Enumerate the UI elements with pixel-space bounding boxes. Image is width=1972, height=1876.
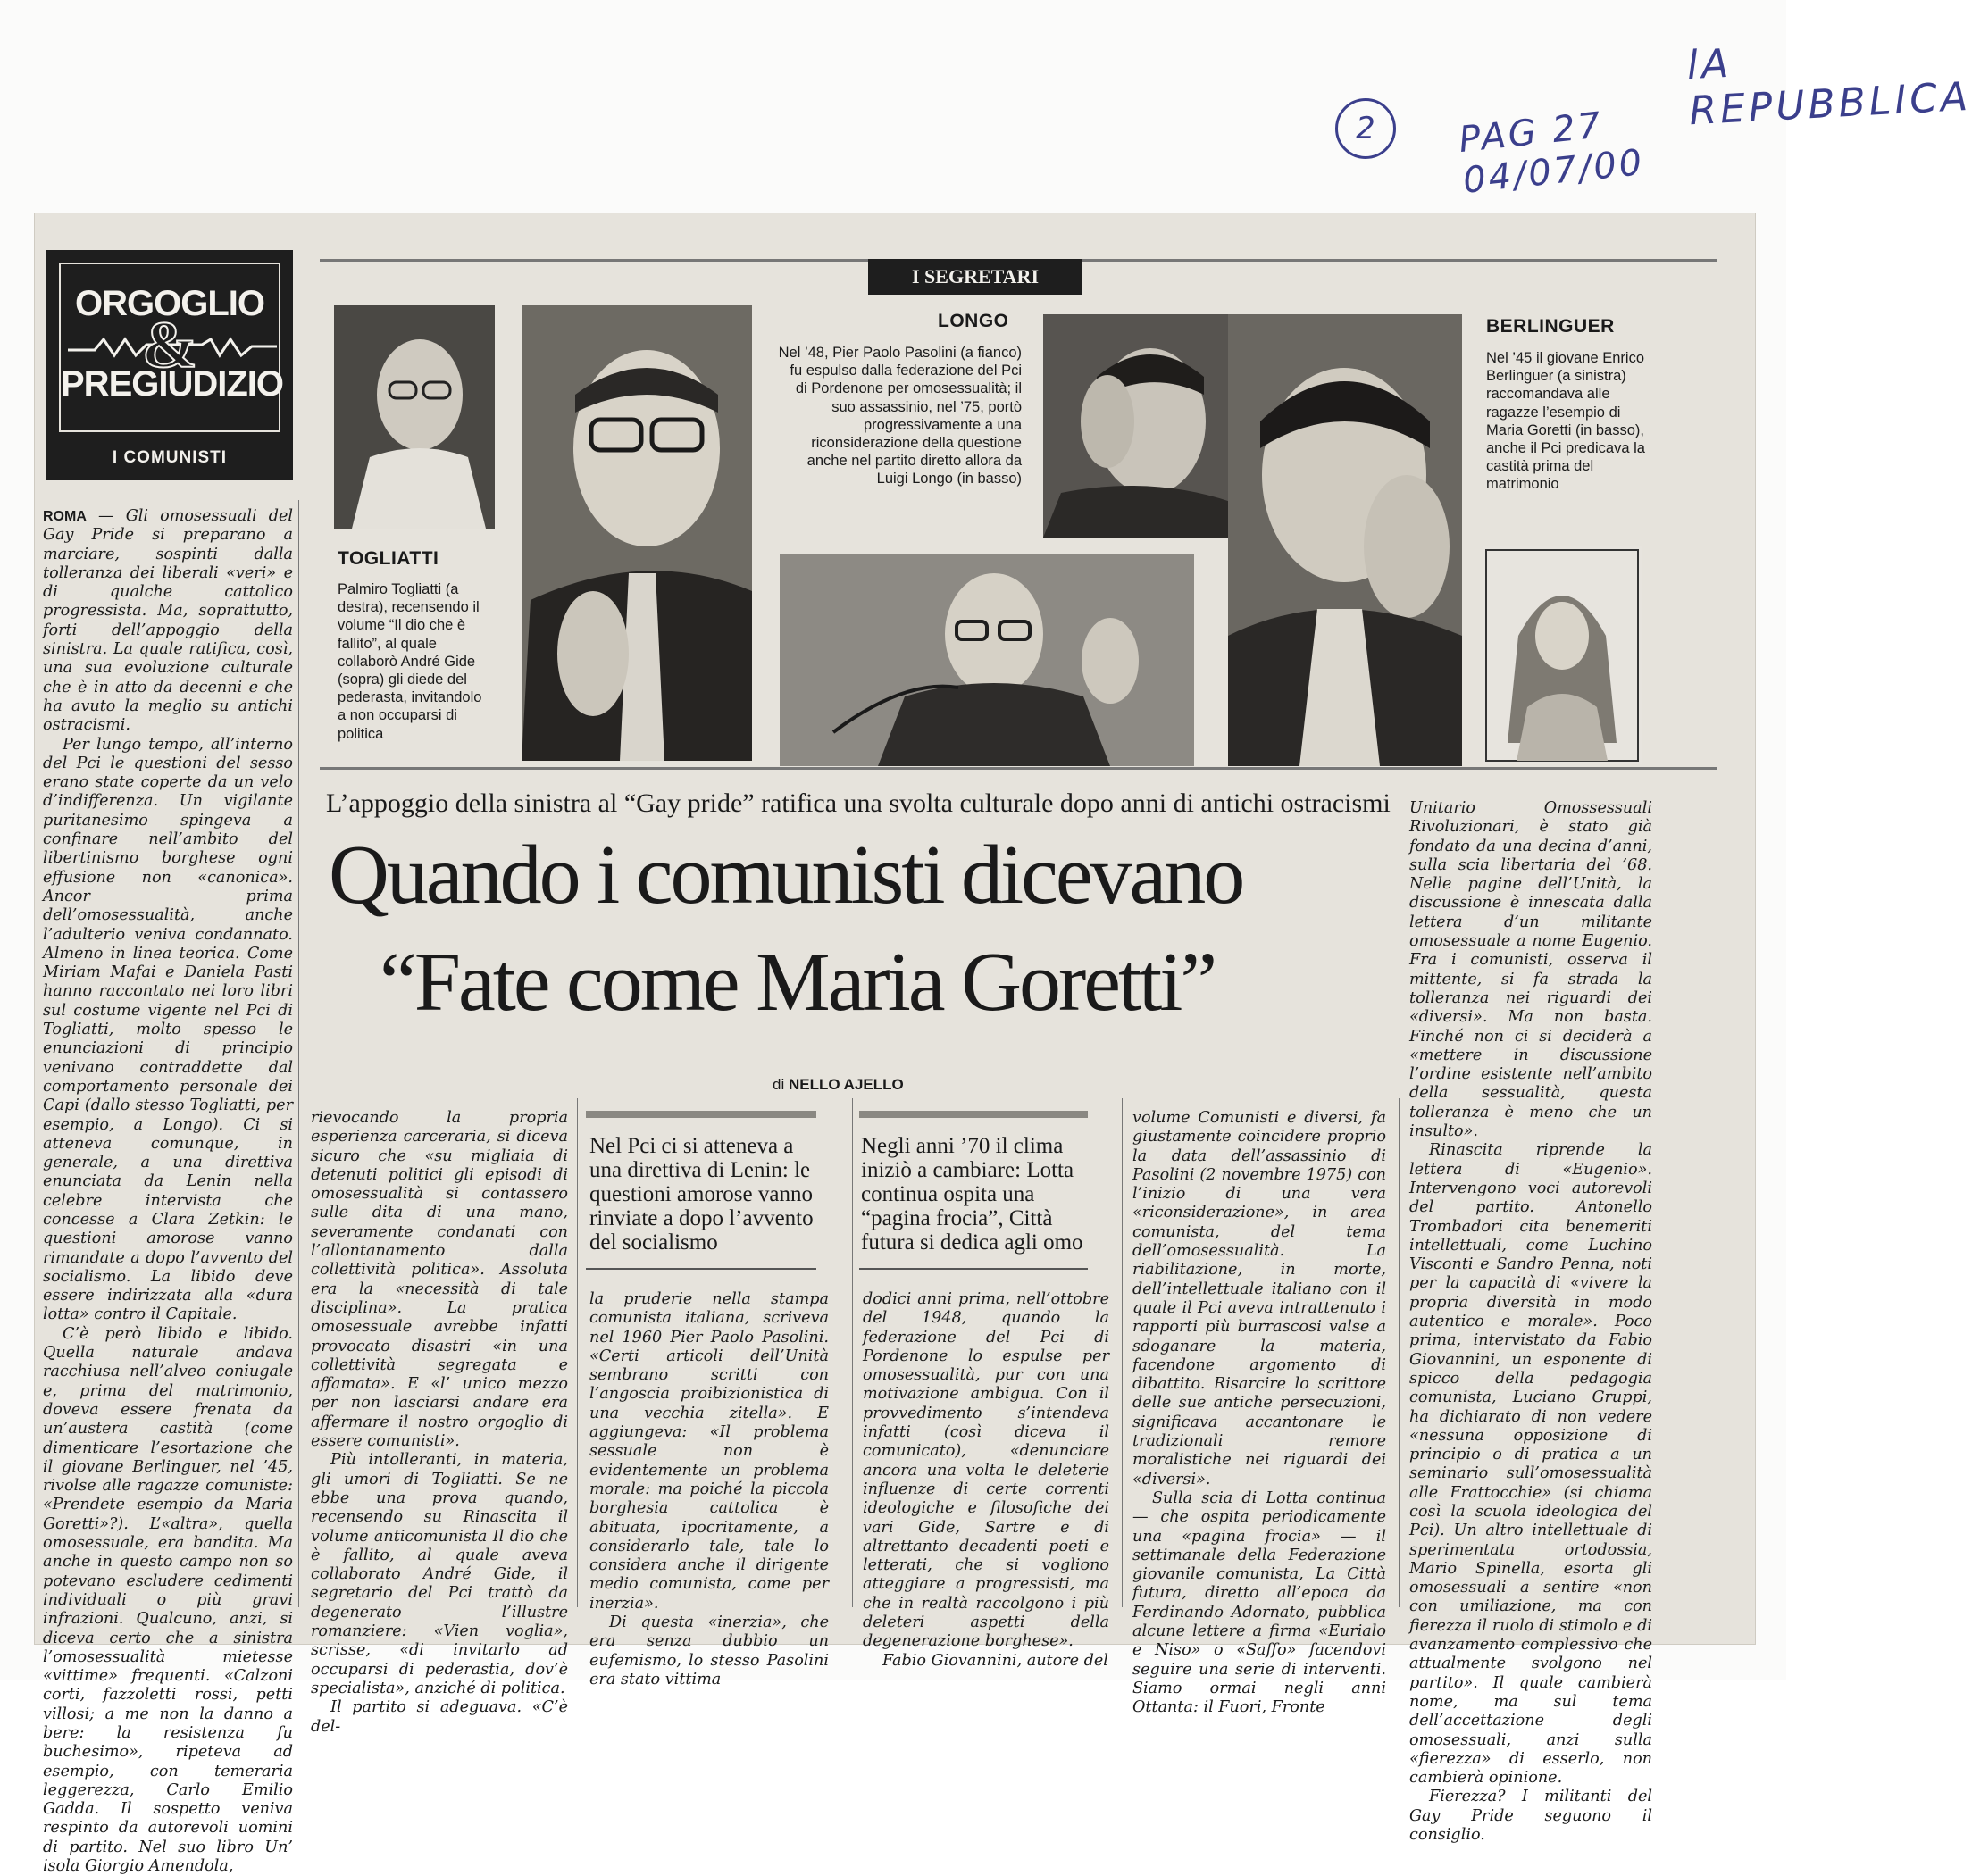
pull-quote-underline <box>859 1268 1088 1270</box>
logo-line1: ORGOGLIO <box>75 284 264 323</box>
article-subhead: L’appoggio della sinistra al “Gay pride” ratifica una svolta culturale dopo anni di antichi ostracismi <box>326 788 1391 818</box>
article-column-2 <box>311 1109 568 1737</box>
column-4-paragraph-2: Fabio Giovannini, autore del <box>882 1651 1108 1670</box>
column-2-paragraph-1: rievocando la propria esperienza carceraria, si diceva sicuro che «su migliaia di detenuti politici gli episodi di omosessualità si contassero sulle dita di una mano, severamente condanati con l’allontanamento dalla collettività politica». Assoluta era la «necessità di tale disciplina». La pratica omosessuale avrebbe infatti provocato disastri «in una collettività segregata e affamata». E «l’ unico mezzo per non lasciarsi andare era affermare il nostro orgoglio di essere comunisti». <box>311 1109 568 1451</box>
headline-line1: Quando i comunisti dicevano <box>329 829 1243 921</box>
column-1-paragraph-1 <box>43 507 293 736</box>
portrait-pasolini-icon <box>1043 314 1231 538</box>
handwritten-circled-number: 2 <box>1335 98 1396 159</box>
togliatti-caption: Palmiro Togliatti (a destra), recensendo il volume “Il dio che è fallito”, al quale collaborò André Gide (sopra) gli diede del pederasta, invitandolo a non occuparsi di politica <box>338 581 482 742</box>
section-logo <box>46 250 293 480</box>
column-5-paragraph-1: volume Comunisti e diversi, fa giustamente coincidere proprio la data dell’assassinio di Pasolini (2 novembre 1975) con l’inizio di una vera «riconsiderazione», in area comunista, del tema dell’omosessualità. La riabilitazione, in morte, dell’intellettuale italiano con il quale il Pci aveva intrattenuto i rapporti più burrascosi valse a sdoganare la materia, facendone argomento di dibattito. Risarcire lo scrittore delle sue antiche persecuzioni, significava accantonare le tradizionali remore moralistiche nei riguardi dei «diversi». <box>1132 1109 1386 1488</box>
photo-pasolini <box>1043 314 1231 538</box>
portrait-togliatti-icon <box>522 305 752 761</box>
photo-berlinguer <box>1228 314 1462 766</box>
logo-line2: PREGIUDIZIO <box>61 364 284 404</box>
portrait-maria-goretti-icon <box>1483 546 1642 764</box>
column-divider <box>1122 1098 1123 1607</box>
logo-frame <box>59 263 284 432</box>
portrait-berlinguer-icon <box>1228 314 1462 766</box>
berlinguer-name: BERLINGUER <box>1486 316 1615 337</box>
column-6-paragraph-2: Rinascita riprende la lettera di «Eugenio». Intervengono voci autorevoli del partito. Antonello Trombadori cita benemeriti intellettuali, come Luchino Visconti e Sandro Penna, noti per la capacità di «vivere la propria diversità in modo autentico e morale». Poco prima, intervistato da Fabio Giovannini, un esponente di spicco della pedagogia comunista, Luciano Gruppi, ha dichiarato di non vedere «nessuna opposizione di principio o di pratica a un seminario sull’omosessualità alle Frattocchie» (si chiama così la scuola ideologica del Pci). Un altro intellettuale di sperimentata ortodossia, Mario Spinella, esorta gli omosessuali a sentire «non con umiliazione, ma con fierezza il ruolo di stimolo e di avanzamento complessivo che attualmente svolgono nel partito». Il quale cambierà nome, ma sul tema dell’accettazione degli omosessuali, anzi sulla «fierezza» di esserlo, non cambierà opinione. <box>1409 1141 1652 1788</box>
togliatti-name: TOGLIATTI <box>338 548 439 569</box>
column-divider <box>1399 1098 1400 1607</box>
article-column-3 <box>589 1290 829 1689</box>
byline-author: NELLO AJELLO <box>788 1076 904 1093</box>
handwritten-page-date: PAG 27 04/07/00 <box>1457 104 1647 202</box>
column-5-paragraph-2: Sulla scia di Lotta continua — che ospita periodicamente una «pagina frocia» — il settimanale della Federazione giovanile comunista, La Città futura, diretto all’epoca da Ferdinando Adornato, pubblica alcune lettere a firma «Eurialo e Niso» o «Saffo» facendovi seguire una serie di interventi. Siamo ormai negli anni Ottanta: il Fuori, Fronte <box>1132 1488 1386 1717</box>
pull-quote-1: Nel Pci ci si atteneva a una direttiva di Lenin: le questioni amorose vanno rinviate a dopo l’avvento del socialismo <box>589 1134 814 1255</box>
article-column-1 <box>43 507 293 1876</box>
handwritten-source: lA REPUBBLICA <box>1685 40 1972 135</box>
column-1-paragraph-1-text: — Gli omosessuali del Gay Pride si preparano a marciare, sospinti dalla tolleranza dei liberali «veri» e di qualche cattolico progressista. Ma, soprattutto, forti dell’appoggio della sinistra. La quale ratifica, così, una sua evoluzione culturale che è in atto da decenni e che ha avuto la meglio su antichi ostracismi. <box>43 507 293 735</box>
article-column-6 <box>1409 799 1652 1845</box>
longo-caption: Nel ’48, Pier Paolo Pasolini (a fianco) fu espulso dalla federazione del Pci di Pordenone per omosessualità; il suo assassinio, nel ’75, portò progressivamente a una riconsiderazione della questione anche nel partito diretto allora da Luigi Longo (in basso) <box>778 345 1022 488</box>
pull-quote-underline <box>586 1268 816 1270</box>
gallery-section-label: I SEGRETARI <box>868 259 1082 295</box>
headline-line2: “Fate come Maria Goretti” <box>380 936 1216 1029</box>
pull-quote-2: Negli anni ’70 il clima iniziò a cambiare: Lotta continua ospita una “pagina frocia”, Città futura si dedica agli omo <box>861 1134 1083 1255</box>
photo-longo <box>780 554 1194 766</box>
article-column-4 <box>863 1290 1109 1671</box>
column-divider <box>852 1098 853 1607</box>
photo-togliatti <box>522 305 752 761</box>
byline <box>773 1076 904 1094</box>
column-2-paragraph-2: Più intolleranti, in materia, gli umori di Togliatti. Se ne ebbe una prova quando, recensendo su Rinascita il volume anticomunista Il dio che è fallito, al quale aveva collaborato André Gide, il segretario del Pci trattò da degenerato l’illustre romanziere: «Vien voglia», scrisse, «di invitarlo ad occuparsi di pederastia, dov’è specialista», anziché di politica. <box>311 1451 568 1697</box>
column-4-paragraph-1: dodici anni prima, nell’ottobre del 1948, quando la federazione del Pci di Pordenone lo espulse per omosessualità, pur con una motivazione ambigua. Con il provvedimento s’intendeva infatti (così diceva il comunicato), «denunciare ancora una volta le deleterie influenze di certe correnti ideologiche e filosofiche dei vari Gide, Sartre e di altrettanto decadenti poeti e letterati, che si vogliono atteggiare a progressisti, ma che in realtà raccolgono i più deleteri aspetti della degenerazione borghese». <box>863 1290 1109 1651</box>
column-divider <box>577 1098 578 1607</box>
column-2-paragraph-3: Il partito si adeguava. «C’è del- <box>311 1698 568 1736</box>
column-6-paragraph-3: Fierezza? I militanti del Gay Pride seguono il consiglio. <box>1409 1788 1652 1845</box>
dateline: ROMA <box>43 509 87 524</box>
pull-quote-rule <box>586 1111 816 1118</box>
article-column-5 <box>1132 1109 1386 1718</box>
byline-prefix: di <box>773 1076 789 1093</box>
longo-name: LONGO <box>938 311 1009 331</box>
portrait-gide-icon <box>334 305 495 529</box>
column-1-paragraph-2: Per lungo tempo, all’interno del Pci le questioni del sesso erano state coperte da un velo d’indifferenza. Un vigilante puritanesimo spingeva a confinare nell’ambito del libertinismo borghese ogni effusione non «canonica». Ancor prima dell’omosessualità, anche l’adulterio veniva condannato. Almeno in linea teorica. Come Miriam Mafai e Daniela Pasti hanno raccontato nei loro libri sul costume vigente nel Pci di Togliatti, molto spesso le enunciazioni di principio venivano contraddette dal comportamento personale dei Capi (dallo stesso Togliatti, per esempio, a Longo). Ci si atteneva comunque, in generale, a una direttiva enunciata da Lenin nella celebre intervista che concesse a Clara Zetkin: le questioni amorose vanno rimandate a dopo l’avvento del socialismo. La libido deve essere indirizzata alla «dura lotta» contro il Capitale. <box>43 735 293 1324</box>
pull-quote-rule <box>859 1111 1088 1118</box>
logo-ampersand: & <box>142 309 197 382</box>
column-6-paragraph-1: Unitario Omossessuali Rivoluzionari, è stato già fondato da una decina d’anni, sulla scia libertaria del ’68. Nelle pagine dell’Unità, la discussione è innescata dalla lettera d’un militante omosessuale a nome Eugenio. Fra i comunisti, osserva il mittente, si fa strada la tolleranza nei riguardi dei «diversi». Ma non basta. Finché non ci si deciderà a «mettere in discussione l’ordine esistente nell’ambito della sessualità, questa tolleranza è meno che un insulto». <box>1409 799 1652 1141</box>
portrait-longo-icon <box>780 554 1194 766</box>
column-divider <box>298 500 299 1607</box>
column-3-paragraph-2: Di questa «inerzia», che era senza dubbio un eufemismo, lo stesso Pasolini era stato vittima <box>589 1613 829 1688</box>
berlinguer-caption: Nel ’45 il giovane Enrico Berlinguer (a sinistra) raccomandava alle ragazze l’esempio di Maria Goretti (in basso), anche il Pci predicava la castità prima del matrimonio <box>1486 350 1645 493</box>
photo-maria-goretti <box>1483 546 1642 764</box>
column-3-paragraph-1: la pruderie nella stampa comunista italiana, scriveva nel 1960 Pier Paolo Pasolini. «Certi articoli dell’Unità sembrano scritti con l’angoscia proibizionistica di una vecchia zitella». E aggiungeva: «Il problema sessuale non è evidentemente un problema morale: ma poiché la piccola borghesia cattolica è abituata, ipocritamente, a considerarlo tale, tale lo considera anche il dirigente medio comunista, come per inerzia». <box>589 1290 829 1613</box>
logo-subtitle: I COMUNISTI <box>112 448 228 467</box>
photo-gide <box>334 305 495 529</box>
column-1-paragraph-3: C’è però libido e libido. Quella naturale andava racchiusa nell’alveo coniugale e, prima del matrimonio, doveva essere frenata da un’austera castità (come dimenticare l’esortazione che il giovane Berlinguer, nel ’45, rivolse alle ragazze comuniste: «Prendete esempio da Maria Goretti»?). L’«altra», quella omosessuale, era bandita. Ma anche in questo campo non so potevano escludere cedimenti individuali o più gravi infrazioni. Qualcuno, anzi, si diceva certo che a sinistra l’omosessualità mietesse «vittime» frequenti. «Calzoni corti, fazzoletti rossi, petti villosi; a me non la danno a bere: la resistenza fu buchesimo», ripeteva ad esempio, con temeraria leggerezza, Carlo Emilio Gadda. Il sospetto veniva respinto da autorevoli uomini di partito. Nel suo libro Un’ isola Giorgio Amendola, <box>43 1324 293 1876</box>
